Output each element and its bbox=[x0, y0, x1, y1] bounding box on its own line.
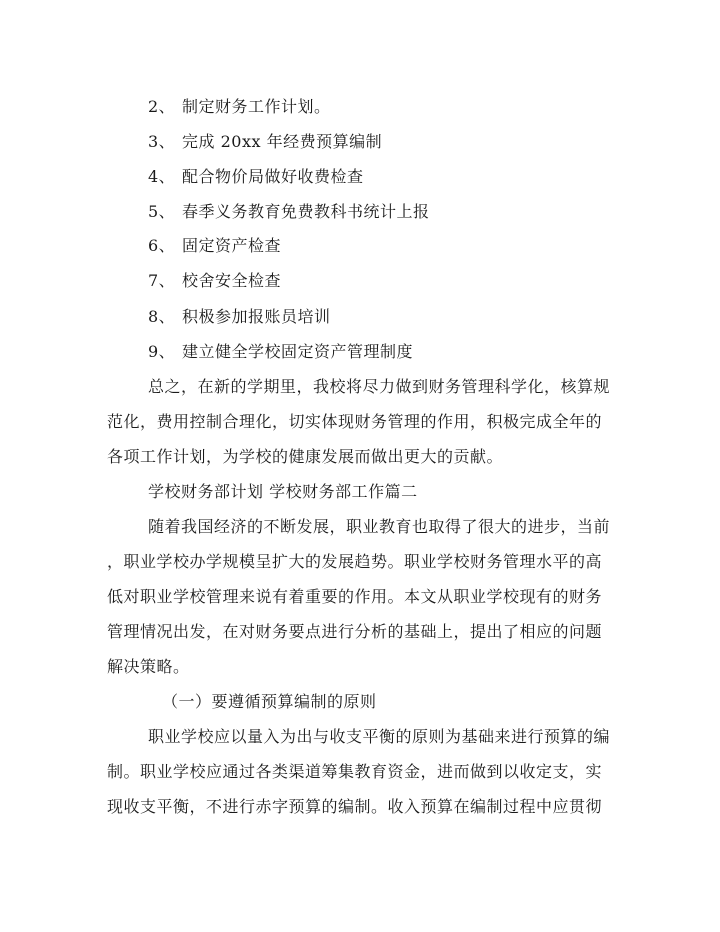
list-number: 5、 bbox=[148, 202, 176, 221]
list-item bbox=[148, 236, 281, 256]
section-body-line: 职业学校应以量入为出与收支平衡的原则为基础来进行预算的编 bbox=[148, 727, 611, 746]
list-item bbox=[148, 132, 382, 152]
list-text: 完成 20xx 年经费预算编制 bbox=[182, 132, 383, 151]
list-item bbox=[148, 202, 430, 222]
list-number: 2、 bbox=[148, 97, 176, 116]
list-item bbox=[148, 97, 331, 117]
list-number: 6、 bbox=[148, 236, 176, 255]
section-heading: （一）要遵循预算编制的原则 bbox=[162, 692, 377, 711]
summary-line: 各项工作计划，为学校的健康发展而做出更大的贡献。 bbox=[107, 447, 504, 466]
list-item bbox=[148, 342, 413, 362]
intro-line: ，职业学校办学规模呈扩大的发展趋势。职业学校财务管理水平的高 bbox=[107, 552, 603, 571]
list-number: 3、 bbox=[148, 132, 176, 151]
list-number: 4、 bbox=[148, 167, 176, 186]
list-item bbox=[148, 167, 364, 187]
list-text: 固定资产检查 bbox=[182, 236, 282, 255]
list-text: 制定财务工作计划。 bbox=[182, 97, 331, 116]
list-text: 配合物价局做好收费检查 bbox=[182, 167, 364, 186]
section-body-line: 制。职业学校应通过各类渠道筹集教育资金，进而做到以收定支，实 bbox=[107, 762, 603, 781]
article-subheading: 学校财务部计划 学校财务部工作篇二 bbox=[148, 482, 418, 501]
summary-line: 总之，在新的学期里，我校将尽力做到财务管理科学化，核算规 bbox=[148, 377, 611, 396]
list-text: 建立健全学校固定资产管理制度 bbox=[182, 342, 414, 361]
list-number: 9、 bbox=[148, 342, 176, 361]
list-text: 积极参加报账员培训 bbox=[182, 307, 331, 326]
list-number: 7、 bbox=[148, 271, 176, 290]
list-text: 校舍安全检查 bbox=[182, 271, 282, 290]
section-body-line: 现收支平衡，不进行赤字预算的编制。收入预算在编制过程中应贯彻 bbox=[107, 797, 603, 816]
summary-line: 范化，费用控制合理化，切实体现财务管理的作用，积极完成全年的 bbox=[107, 412, 603, 431]
intro-line: 低对职业学校管理来说有着重要的作用。本文从职业学校现有的财务 bbox=[107, 587, 603, 606]
list-text: 春季义务教育免费教科书统计上报 bbox=[182, 202, 430, 221]
intro-line: 管理情况出发，在对财务要点进行分析的基础上，提出了相应的问题 bbox=[107, 622, 603, 641]
intro-line: 随着我国经济的不断发展，职业教育也取得了很大的进步，当前 bbox=[148, 517, 611, 536]
list-item bbox=[148, 271, 281, 291]
intro-line: 解决策略。 bbox=[107, 657, 190, 676]
list-number: 8、 bbox=[148, 307, 176, 326]
list-item bbox=[148, 307, 331, 327]
